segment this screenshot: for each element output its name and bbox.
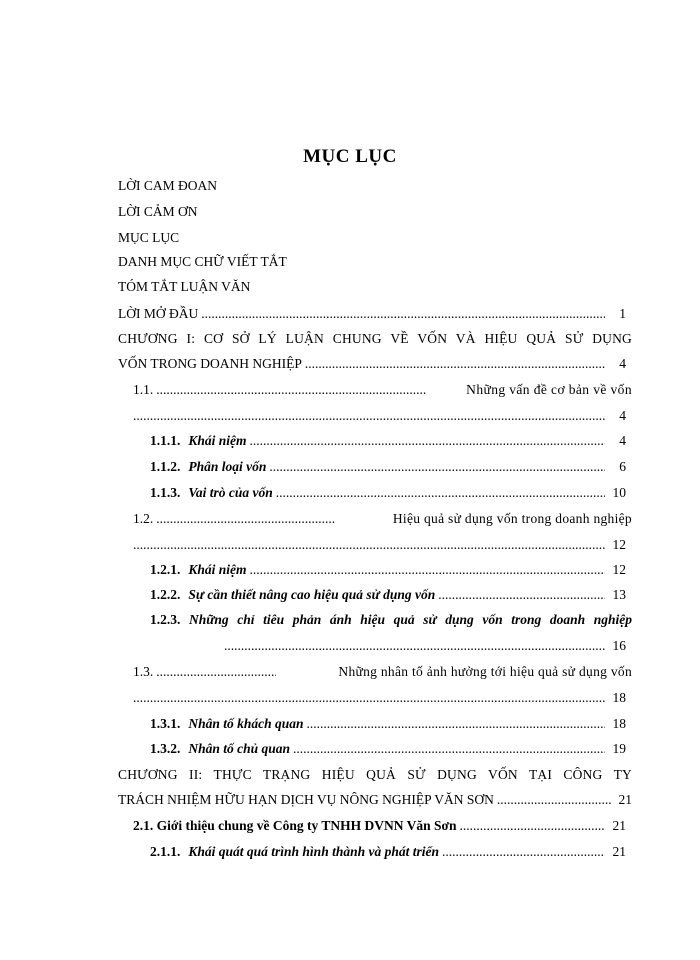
dot-leader [293,740,605,758]
dot-leader [133,407,605,425]
toc-section-1-2 [133,510,632,528]
subsection-number: 1.1.3. [150,485,181,500]
dot-leader [438,586,605,604]
subsection-title: Sự cần thiết nâng cao hiệu quả sử dụng vốn [188,587,436,602]
dot-leader [133,689,605,707]
page-title: MỤC LỤC [303,146,397,167]
toc-section-1-1 [133,381,632,399]
chapter-2-title-cont: TRÁCH NHIỆM HỮU HẠN DỊCH VỤ NÔNG NGHIỆP VĂN SƠN [118,792,494,807]
toc-subsection-1-3-1 [150,715,626,733]
toc-subsection-1-1-1 [150,432,626,450]
dot-leader [460,817,605,835]
dot-leader [156,510,336,528]
toc-section-1-3-page-line [133,689,632,707]
page-number: 1 [619,306,626,321]
section-title: Những nhân tố ảnh hưởng tới hiệu quả sử dụng vốn [338,664,632,679]
toc-subsection-1-2-3 [150,611,632,629]
page-number: 18 [612,690,626,705]
page-number: 6 [619,459,626,474]
subsection-title: Nhân tố chủ quan [188,741,291,756]
subsection-number: 1.1.1. [150,433,181,448]
dot-leader [133,536,605,554]
section-title: 2.1. Giới thiệu chung về Công ty TNHH DVNN Văn Sơn [133,818,457,833]
toc-entry-label: LỜI MỞ ĐẦU [118,306,199,321]
page-number: 12 [612,537,626,552]
section-number: 1.2. [133,511,154,526]
subsection-number: 1.2.2. [150,587,181,602]
subsection-number: 1.2.3. [150,612,181,627]
page-number: 4 [619,356,626,371]
dot-leader [442,843,605,861]
dot-leader [269,458,605,476]
page-number: 13 [612,587,626,602]
toc-entry-tom-tat-luan-van: TÓM TẮT LUẬN VĂN [118,279,251,294]
subsection-number: 1.3.2. [150,741,181,756]
page-number: 19 [612,741,626,756]
toc-section-1-2-page-line [133,536,632,554]
toc-section-1-1-page-line [133,407,632,425]
chapter-1-title-cont: VỐN TRONG DOANH NGHIỆP [118,356,302,371]
subsection-number: 2.1.1. [150,844,181,859]
toc-subsection-2-1-1 [150,843,626,861]
toc-entry-danh-muc-chu-viet-tat: DANH MỤC CHỮ VIẾT TẮT [118,254,287,269]
toc-entry-loi-cam-on: LỜI CẢM ƠN [118,204,198,219]
dot-leader [307,715,605,733]
toc-subsection-1-3-2 [150,740,626,758]
page-number: 21 [612,818,626,833]
toc-subsection-1-1-2 [150,458,626,476]
toc-subsection-1-2-1 [150,561,626,579]
page-number: 21 [612,844,626,859]
page-number: 4 [619,433,626,448]
toc-entry-loi-cam-doan: LỜI CAM ĐOAN [118,178,217,193]
section-number: 1.3. [133,664,154,679]
dot-leader [250,561,605,579]
chapter-2-heading-line2 [118,791,632,809]
dot-leader [276,484,605,502]
dot-leader [224,637,605,655]
subsection-number: 1.3.1. [150,716,181,731]
section-title: Hiệu quả sử dụng vốn trong doanh nghiệp [392,511,632,526]
subsection-title: Phân loại vốn [188,459,267,474]
page-number: 16 [612,638,626,653]
section-number: 1.1. [133,382,154,397]
toc-entry-loi-mo-dau [118,305,626,323]
subsection-number: 1.1.2. [150,459,181,474]
page-number: 21 [618,792,632,807]
dot-leader [201,305,605,323]
subsection-title: Khái niệm [188,433,247,448]
dot-leader [497,791,611,809]
page-number: 4 [619,408,626,423]
subsection-title: Những chỉ tiêu phản ánh hiệu quả sử dụng vốn trong doanh nghiệp [189,612,632,627]
subsection-number: 1.2.1. [150,562,181,577]
toc-subsection-1-2-2 [150,586,626,604]
section-title: Những vấn đề cơ bản về vốn [466,382,632,397]
dot-leader [156,663,276,681]
chapter-1-heading-line2 [118,355,626,373]
subsection-title: Vai trò của vốn [188,485,273,500]
toc-subsection-1-1-3 [150,484,626,502]
subsection-title: Khái quát quá trình hình thành và phát triển [188,844,439,859]
toc-subsection-1-2-3-page-line [224,637,626,655]
dot-leader [305,355,605,373]
chapter-2-heading-line1: CHƯƠNG II: THỰC TRẠNG HIỆU QUẢ SỬ DỤNG VỐN TẠI CÔNG TY [118,767,632,782]
page-number: 18 [612,716,626,731]
page-number: 12 [612,562,626,577]
toc-entry-muc-luc: MỤC LỤC [118,230,180,245]
dot-leader [250,432,605,450]
chapter-1-heading-line1: CHƯƠNG I: CƠ SỞ LÝ LUẬN CHUNG VỀ VỐN VÀ HIỆU QUẢ SỬ DỤNG [118,331,632,346]
subsection-title: Khái niệm [188,562,247,577]
subsection-title: Nhân tố khách quan [188,716,304,731]
toc-section-1-3 [133,663,632,681]
dot-leader [156,381,426,399]
toc-section-2-1 [133,817,626,835]
page-number: 10 [612,485,626,500]
